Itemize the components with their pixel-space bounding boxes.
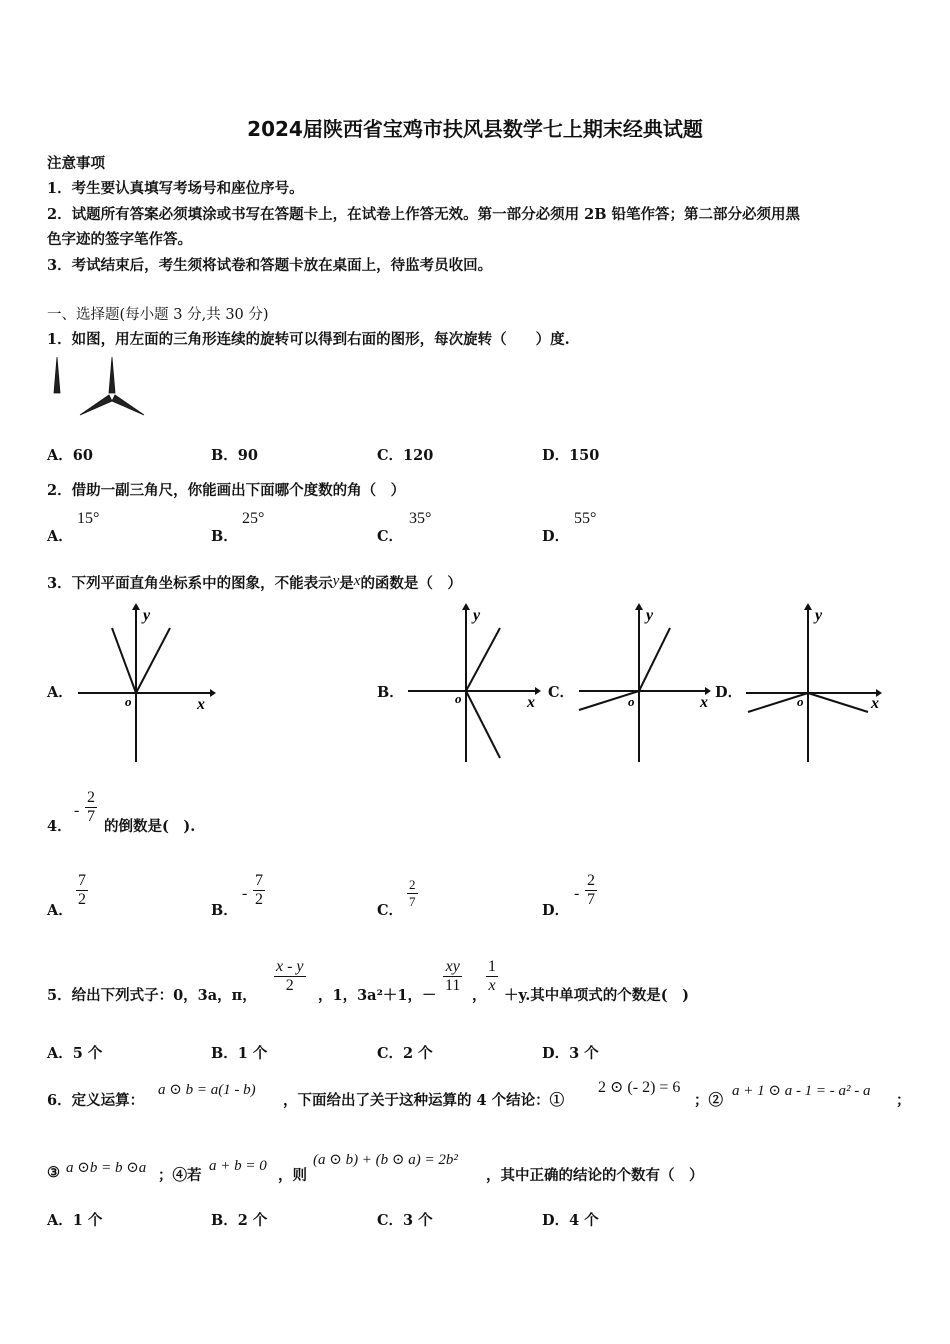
q1-triangle-figures (45, 355, 155, 425)
svg-text:o: o (628, 694, 635, 709)
q6-conclusion-3: a ⊙b = b ⊙a (66, 1160, 147, 1176)
q2-option-b-label: B． (211, 528, 238, 545)
q4-option-d-fraction: $\frac{2}{7}$ (587, 872, 595, 908)
q5-separator: ， (472, 987, 487, 1004)
q5-option-d: D．3 个 (542, 1045, 599, 1062)
q6-conclusion-2: a + 1 ⊙ a - 1 = - a² - a (732, 1083, 871, 1099)
q2-option-d-value: 55° (574, 510, 597, 527)
svg-text:x: x (527, 694, 535, 711)
q2-option-c-label: C． (377, 528, 404, 545)
q3-option-d-label: D． (715, 684, 743, 701)
q3-option-b-label: B． (377, 684, 404, 701)
q6-option-d: D．4 个 (542, 1212, 599, 1229)
notice-item-2-cont: 色字迹的签字笔作答。 (47, 231, 192, 248)
q5-option-b: B．1 个 (211, 1045, 268, 1062)
question-3-text: 3．下列平面直角坐标系中的图象，不能表示y是x的函数是（ ） (47, 573, 462, 592)
q5-text-post: ＋y.其中单项式的个数是( ) (504, 987, 690, 1004)
q4-option-b-sign: - (242, 885, 248, 902)
q2-option-a-label: A． (47, 528, 73, 545)
svg-text:o: o (125, 694, 132, 709)
svg-text:y: y (473, 607, 481, 624)
svg-text:x: x (871, 695, 879, 712)
q4-number: 4． (47, 818, 72, 835)
q4-negative-sign: - (74, 802, 80, 819)
q6-conclusion-3-marker: ③ (47, 1164, 60, 1181)
notice-item-1: 1．考生要认真填写考场号和座位序号。 (47, 180, 304, 197)
q4-option-b-fraction: $\frac{7}{2}$ (255, 872, 263, 908)
question-5-text: 5．给出下列式子：0，3a，π， (47, 987, 257, 1004)
q5-text-mid: ，1，3a²＋1，－ (318, 987, 437, 1004)
q4-option-d-sign: - (574, 885, 580, 902)
svg-text:y: y (815, 607, 823, 624)
q5-option-a: A．5 个 (47, 1045, 103, 1062)
notice-item-2: 2．试题所有答案必须填涂或书写在答题卡上，在试卷上作答无效。第一部分必须用 2B 铅笔作答；第二部分必须用黑 (47, 206, 801, 223)
q5-fraction-1: $\frac{x - y}{2}$ (276, 958, 304, 994)
q6-option-a: A．1 个 (47, 1212, 103, 1229)
q1-option-a: A．60 (47, 447, 93, 464)
q6-conclusion-4-condition: a + b = 0 (209, 1158, 267, 1174)
svg-text:o: o (455, 691, 462, 706)
q4-option-c-label: C． (377, 902, 404, 919)
q6-text-mid1: ，下面给出了关于这种运算的 4 个结论：① (283, 1092, 565, 1109)
svg-text:o: o (797, 694, 804, 709)
q6-text-mid4: ，则 (278, 1167, 307, 1184)
question-1-text: 1．如图，用左面的三角形连续的旋转可以得到右面的图形，每次旋转（ ）度. (47, 331, 570, 348)
q2-option-a-value: 15° (77, 510, 100, 527)
q6-option-c: C．3 个 (377, 1212, 433, 1229)
q4-option-a-label: A． (47, 902, 73, 919)
page-title: 2024届陕西省宝鸡市扶风县数学七上期末经典试题 (247, 117, 703, 141)
question-6-text: 6．定义运算： (47, 1092, 145, 1109)
q3-option-c-label: C． (548, 684, 575, 701)
notice-heading: 注意事项 (47, 155, 105, 172)
q6-text-mid3: ；④若 (158, 1167, 202, 1184)
q6-text-mid2: ；② (694, 1092, 723, 1109)
q3-graph-d (742, 600, 892, 765)
q1-option-c: C．120 (377, 447, 434, 464)
q3-graph-c (575, 600, 720, 765)
q1-option-d: D．150 (542, 447, 600, 464)
q6-conclusion-1: 2 ⊙ (- 2) = 6 (598, 1079, 681, 1096)
notice-item-3: 3．考试结束后，考生须将试卷和答题卡放在桌面上，待监考员收回。 (47, 257, 493, 274)
svg-text:x: x (197, 696, 205, 713)
q4-option-b-label: B． (211, 902, 238, 919)
question-2-text: 2．借助一副三角尺，你能画出下面哪个度数的角（ ） (47, 482, 406, 499)
q6-text-post: ，其中正确的结论的个数有（ ） (486, 1167, 704, 1184)
q6-definition: a ⊙ b = a(1 - b) (158, 1082, 256, 1098)
q2-option-b-value: 25° (242, 510, 265, 527)
q3-graph-a (70, 600, 220, 765)
single-triangle-icon (54, 357, 60, 393)
svg-text:x: x (700, 694, 708, 711)
section-heading: 一、选择题(每小题 3 分,共 30 分) (47, 307, 269, 323)
q3-option-a-label: A． (47, 684, 73, 701)
q5-fraction-3: $\frac{1}{x}$ (488, 958, 496, 994)
svg-text:y: y (646, 607, 654, 624)
q6-conclusion-4: (a ⊙ b) + (b ⊙ a) = 2b² (313, 1152, 458, 1168)
question-4-text: 的倒数是( ). (104, 818, 196, 835)
q3-graph-b (400, 600, 550, 765)
rotated-triangles-icon (80, 357, 144, 415)
q1-option-b: B．90 (211, 447, 258, 464)
q2-option-d-label: D． (542, 528, 570, 545)
q4-fraction: $\frac{2}{7}$ (87, 789, 95, 825)
q4-option-a-fraction: $\frac{7}{2}$ (78, 872, 86, 908)
q4-option-d-label: D． (542, 902, 570, 919)
q5-fraction-2: $\frac{xy}{11}$ (445, 958, 461, 994)
q6-option-b: B．2 个 (211, 1212, 268, 1229)
q5-option-c: C．2 个 (377, 1045, 433, 1062)
q6-text-end1: ； (896, 1092, 911, 1109)
q2-option-c-value: 35° (409, 510, 432, 527)
q4-option-c-fraction: $\frac{2}{7}$ (409, 877, 416, 909)
svg-text:y: y (143, 607, 151, 624)
